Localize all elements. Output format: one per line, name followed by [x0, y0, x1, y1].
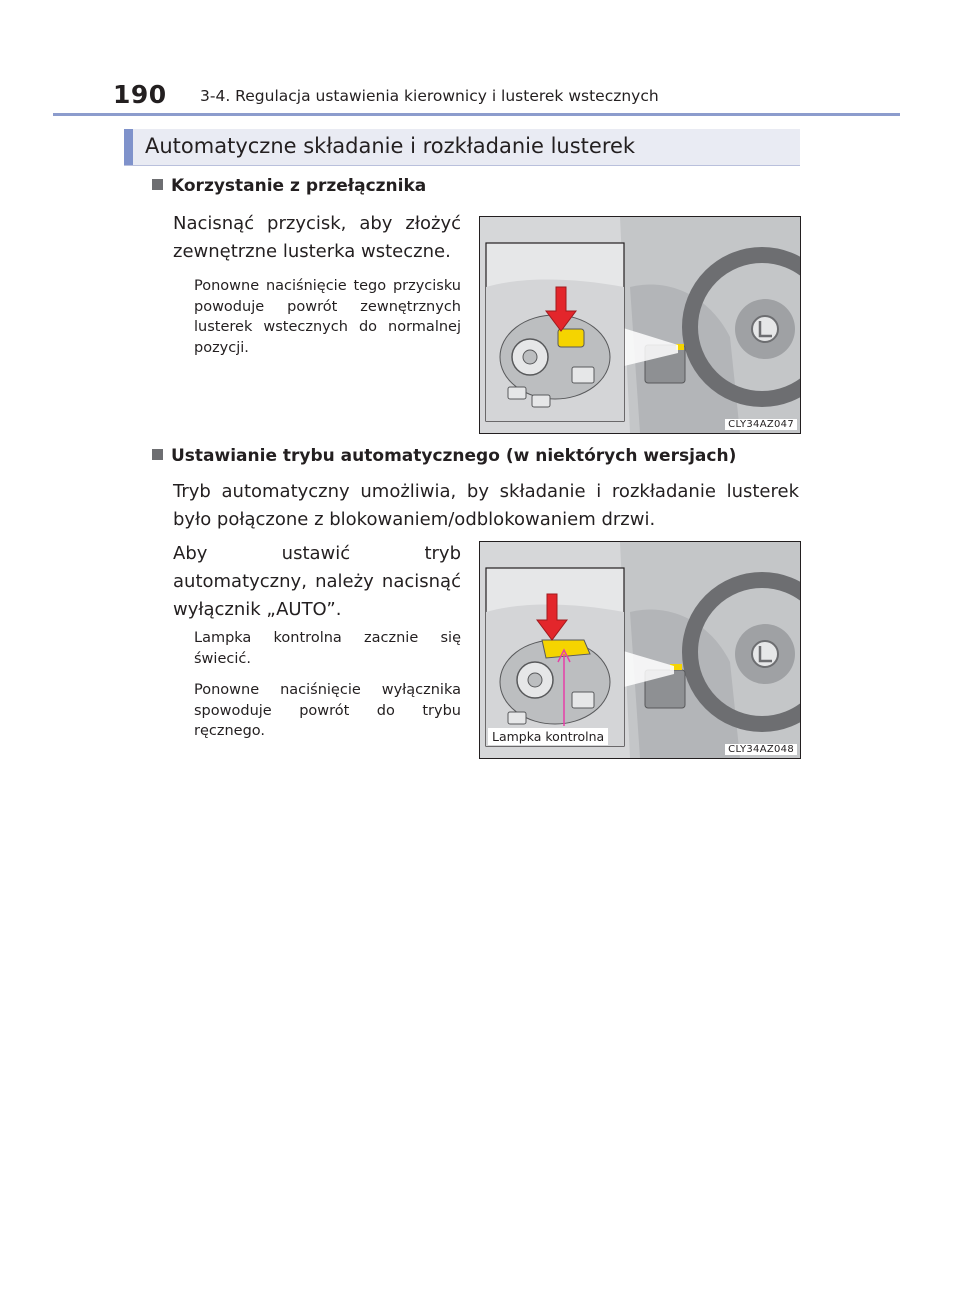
note-return-manual: Ponowne naciśnięcie wyłącznika spowoduje powrót do trybu ręcznego. — [194, 682, 461, 739]
indicator-callout-label: Lampka kontrolna — [488, 728, 608, 745]
header-rule — [53, 113, 900, 116]
subsection-heading-text: Ustawianie trybu automatycznego (w niektórych wersjach) — [171, 446, 737, 466]
square-bullet-icon — [152, 179, 163, 190]
square-bullet-icon — [152, 449, 163, 460]
subsection-heading-text: Korzystanie z przełącznika — [171, 176, 427, 196]
chapter-title: 3-4. Regulacja ustawienia kierownicy i lusterek wstecznych — [200, 87, 659, 105]
page-number: 190 — [113, 80, 167, 109]
instruction-fold-mirrors: Nacisnąć przycisk, aby złożyć zewnętrzne lusterka wsteczne. — [173, 213, 461, 262]
car-interior-illustration — [480, 542, 800, 758]
section-title: Automatyczne składanie i rozkładanie lusterek — [145, 134, 636, 158]
figure-auto-switch — [479, 541, 801, 759]
note-indicator-lights: Lampka kontrolna zacznie się świecić. — [194, 630, 461, 667]
section-banner — [124, 129, 800, 166]
instruction-auto-mode: Aby ustawić tryb automatyczny, należy nacisnąć wyłącznik „AUTO”. — [173, 543, 461, 620]
section-accent-bar — [124, 129, 133, 165]
auto-mode-intro: Tryb automatyczny umożliwia, by składanie i rozkładanie lusterek było połączone z blokowaniem/odblokowaniem drzwi. — [173, 481, 799, 530]
figure-code: CLY34AZ047 — [725, 419, 797, 430]
note-unfold-mirrors: Ponowne naciśnięcie tego przycisku powoduje powrót zewnętrznych lusterek wstecznych do normalnej pozycji. — [194, 278, 461, 356]
subsection-heading-switch — [152, 176, 426, 196]
figure-mirror-fold-switch — [479, 216, 801, 434]
figure-code: CLY34AZ048 — [725, 744, 797, 755]
car-interior-illustration — [480, 217, 800, 433]
subsection-heading-auto-mode — [152, 446, 736, 466]
